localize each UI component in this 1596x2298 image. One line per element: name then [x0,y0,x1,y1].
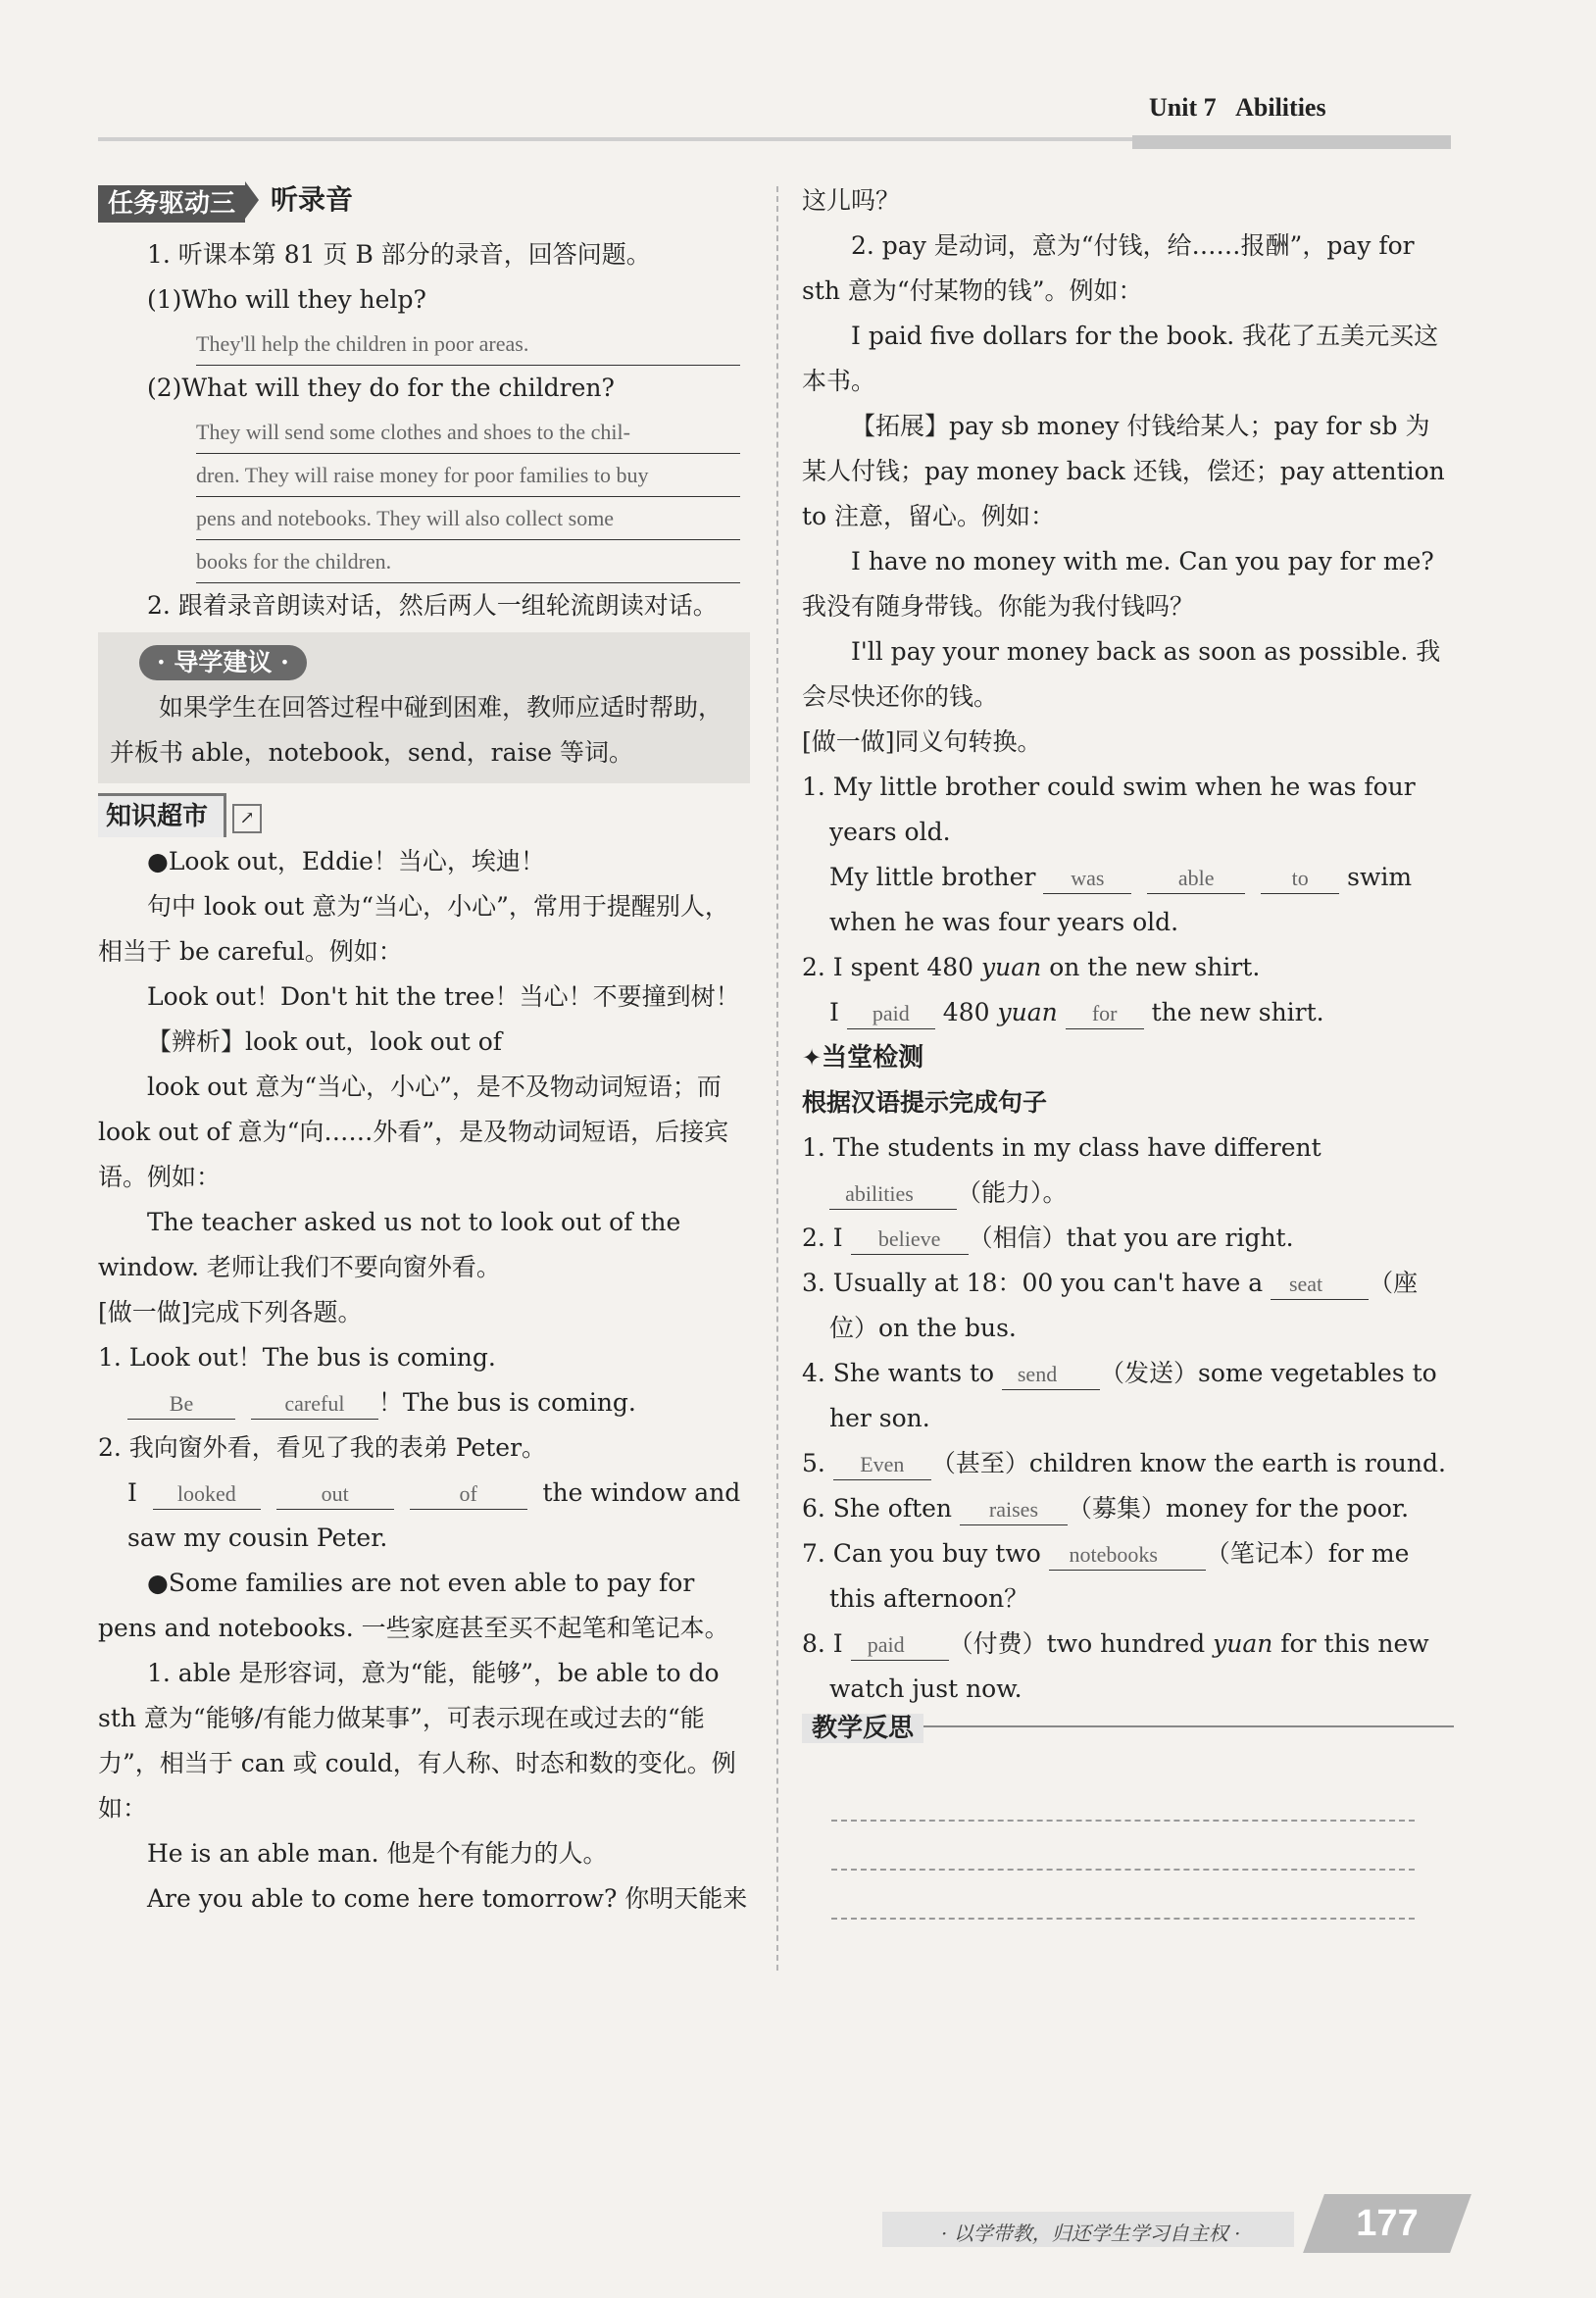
answer-blank: notebooks [1049,1540,1206,1571]
knowledge-point-2: ●Some families are not even able to pay for pens and notebooks. 一些家庭甚至买不起笔和笔记本。 [98,1569,729,1642]
exercise-1-q2: 2. 我向窗外看，看见了我的表弟 Peter。 [98,1433,547,1462]
reflection-line [831,1871,1415,1920]
guide-text: 如果学生在回答过程中碰到困难，教师应适时帮助，并板书 able，notebook，send，raise 等词。 [110,693,723,767]
yuan-word: yuan [981,953,1042,981]
reflection-line [831,1822,1415,1871]
example-pay: I paid five dollars for the book. 我花了五美元买这本书。 [802,322,1439,395]
answer-1-2-line: dren. They will raise money for poor families to buy [196,454,740,497]
sentence-tail: ！The bus is coming. [377,1388,636,1417]
answer-blank: Be [127,1389,235,1420]
knowledge-point-1: ●Look out，Eddie！当心，埃迪！ [147,847,545,875]
left-column [98,181,750,1922]
check-item-2 [802,1216,1454,1261]
extension-example-1: I have no money with me. Can you pay for me? 我没有随身带钱。你能为我付钱吗？ [802,547,1434,621]
answer-1-2-line: books for the children. [196,540,740,583]
knowledge-point-2-2: 2. pay 是动词，意为“付钱，给……报酬”，pay for sth 意为“付某物的钱”。例如： [802,231,1415,305]
yuan-word: yuan [997,998,1058,1026]
sentence-tail: （笔记本）for me this afternoon？ [829,1539,1410,1613]
footer-slogan: · 以学带教，归还学生学习自主权 · [941,2222,1241,2245]
extension: 【拓展】pay sb money 付钱给某人；pay for sb 为某人付钱；pay money back 还钱，偿还；pay attention to 注意，留心。例如： [802,412,1445,530]
reflection-label: 教学反思 [802,1714,923,1743]
answer-1-2-line: pens and notebooks. They will also collect some [196,497,740,540]
exercise-2-q2 [802,945,1454,990]
guide-label: · 导学建议 · [139,645,307,680]
sentence-start: 3. Usually at 18：00 you can't have a [802,1269,1264,1297]
answer-blank: seat [1271,1270,1369,1300]
check-item-6 [802,1486,1454,1531]
answer-blank: able [1147,864,1245,894]
task-title: 听录音 [271,183,354,216]
sentence-start: 1. The students in my class have different [802,1133,1322,1162]
continued-text: 这儿吗？ [802,186,901,215]
sentence-tail: （相信）that you are right. [968,1224,1294,1252]
arrow-out-icon: ↗ [232,804,262,833]
exercise-2-a2 [802,990,1454,1035]
exercise-1-title: [做一做]完成下列各题。 [98,1298,363,1326]
check-item-7 [802,1531,1454,1622]
question-1: 1. 听课本第 81 页 B 部分的录音，回答问题。 [147,240,651,269]
sentence-start: I [829,998,839,1026]
check-item-5 [802,1441,1454,1486]
check-item-3 [802,1261,1454,1351]
question-1-1: (1)Who will they help? [147,285,426,314]
sentence-tail: （甚至）children know the earth is round. [930,1449,1446,1477]
reflection-line [831,1773,1415,1822]
sentence-tail: the window and saw my cousin Peter. [127,1478,741,1552]
sentence-tail: （能力）。 [957,1178,1068,1207]
knowledge-heading [98,793,750,839]
header-band [1132,135,1451,149]
knowledge-explanation-1: 句中 look out 意为“当心，小心”，常用于提醒别人，相当于 be careful。例如： [98,892,729,966]
answer-1-1: They'll help the children in poor areas. [196,323,740,366]
comparison-example: The teacher asked us not to look out of the window. 老师让我们不要向窗外看。 [98,1208,681,1281]
example-able-1: He is an able man. 他是个有能力的人。 [147,1839,608,1868]
sentence-start: My little brother [829,863,1036,891]
exercise-1-a1 [98,1380,750,1425]
knowledge-label: 知识超市 [98,793,226,837]
question-1-2: (2)What will they do for the children? [147,374,615,402]
sentence-start: 6. She often [802,1494,953,1523]
yuan-word: yuan [1213,1629,1273,1658]
extension-example-2: I'll pay your money back as soon as possible. 我会尽快还你的钱。 [802,637,1441,711]
column-divider [776,186,778,1971]
unit-number: Unit 7 [1149,93,1217,122]
knowledge-point-2-1: 1. able 是形容词，意为“能，能够”，be able to do sth 意为“能够/有能力做某事”，可表示现在或过去的“能力”，相当于 can 或 could，有人称、时态和数的变化。例如： [98,1659,736,1823]
reflection-box [802,1714,1454,1920]
check-title: 根据汉语提示完成句子 [802,1088,1048,1117]
answer-blank: of [410,1479,527,1510]
comparison-heading: 【辨析】look out，look out of [147,1027,503,1056]
answer-blank: was [1043,864,1131,894]
exercise-1-q1: 1. Look out！The bus is coming. [98,1343,496,1372]
sentence-tail: （座位）on the bus. [829,1269,1419,1342]
answer-blank: paid [851,1630,949,1661]
example-1: Look out！Don't hit the tree！当心！不要撞到树！ [147,982,740,1011]
answer-blank: believe [851,1224,969,1255]
check-heading [802,1035,1454,1080]
answer-blank: send [1002,1360,1100,1390]
unit-title: Abilities [1235,93,1326,122]
answer-blank: careful [251,1389,378,1420]
sentence-tail: （募集）money for the poor. [1067,1494,1410,1523]
exercise-2-title: [做一做]同义句转换。 [802,727,1042,756]
guide-box [98,632,750,783]
example-able-2: Are you able to come here tomorrow? 你明天能来 [147,1884,748,1913]
sparkle-icon: ✦ [802,1044,823,1072]
answer-blank: for [1066,999,1144,1029]
sentence-start: 2. I [802,1224,843,1252]
answer-blank: looked [153,1479,261,1510]
running-header [1149,93,1326,123]
check-item-1 [802,1125,1454,1216]
page-number: 177 [1356,2203,1419,2244]
task-label: 任务驱动三 [98,185,245,223]
sentence-mid: （付费）two hundred [948,1629,1206,1658]
comparison-text: look out 意为“当心，小心”，是不及物动词短语；而 look out of 意为“向……外看”，是及物动词短语，后接宾语。例如： [98,1073,729,1191]
sentence-start: 2. I spent 480 [802,953,974,981]
right-column [802,178,1454,1920]
sentence-tail: the new shirt. [1151,998,1324,1026]
arrow-icon [245,181,259,219]
exercise-1-a2 [98,1471,750,1561]
page-number-box [1303,2194,1471,2253]
check-label: 当堂检测 [822,1043,924,1073]
sentence-tail: on the new shirt. [1049,953,1261,981]
answer-blank: out [276,1479,394,1510]
check-item-4 [802,1351,1454,1441]
question-2: 2. 跟着录音朗读对话，然后两人一组轮流朗读对话。 [147,591,718,620]
sentence-tail: for this new watch just now. [829,1629,1429,1703]
sentence-start: 8. I [802,1629,843,1658]
answer-blank: Even [833,1450,931,1480]
sentence-start: I [127,1478,137,1507]
exercise-2-a1 [802,855,1454,945]
check-item-8 [802,1622,1454,1712]
answer-1-2-line: They will send some clothes and shoes to the chil- [196,411,740,454]
amount: 480 [942,998,990,1026]
answer-blank: paid [847,999,935,1029]
answer-blank: to [1261,864,1339,894]
sentence-tail: （发送）some vegetables to her son. [829,1359,1437,1432]
task-heading [98,181,750,226]
sentence-start: 7. Can you buy two [802,1539,1041,1568]
answer-blank: abilities [829,1179,957,1210]
answer-blank: raises [960,1495,1068,1525]
sentence-tail: swim when he was four years old. [829,863,1413,936]
sentence-start: 4. She wants to [802,1359,995,1387]
exercise-2-q1: 1. My little brother could swim when he was four years old. [802,773,1416,846]
sentence-start: 5. [802,1449,825,1477]
